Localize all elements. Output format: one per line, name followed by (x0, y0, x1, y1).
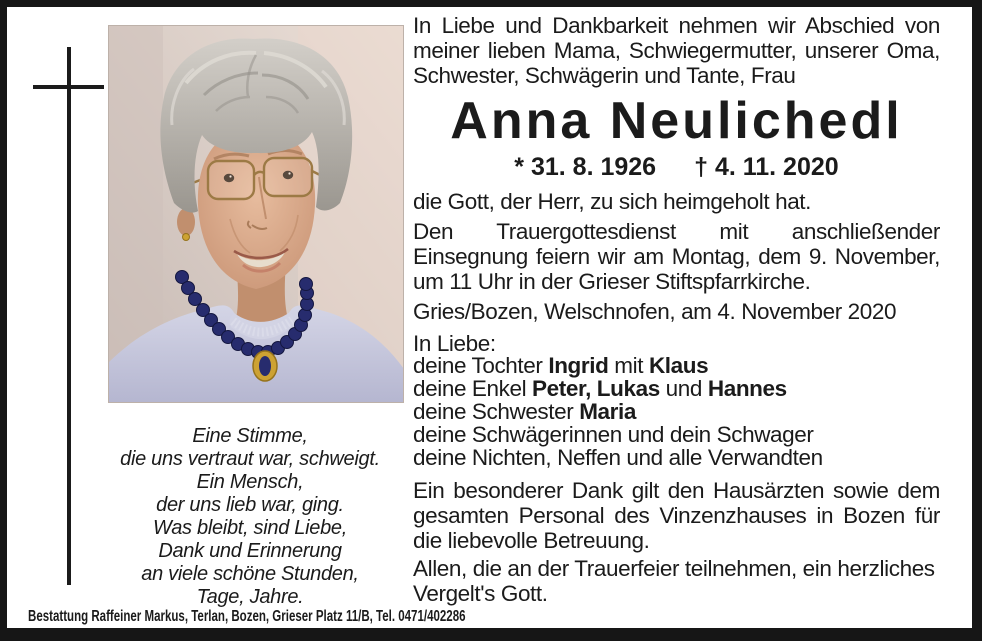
deceased-name: Anna Neulichedl (450, 92, 903, 150)
poem-line: Dank und Erinnerung (158, 540, 342, 562)
poem-line: Ein Mensch, (196, 471, 304, 493)
salutation-line: In Liebe: (413, 331, 496, 356)
death-date: † 4. 11. 2020 (694, 153, 839, 181)
committal-line: die Gott, der Herr, zu sich heimgeholt hat. (413, 189, 812, 214)
poem-line: Tage, Jahre. (196, 586, 304, 608)
memorial-poem (90, 425, 410, 609)
poem-line: die uns vertraut war, schweigt. (120, 448, 380, 470)
birth-date: * 31. 8. 1926 (514, 153, 657, 181)
mourner-line: deine Enkel Peter, Lukas und Hannes (413, 376, 787, 401)
poem-line: Was bleibt, sind Liebe, (153, 517, 347, 539)
portrait-photo-drawing (108, 25, 404, 403)
cross-horizontal-bar (33, 85, 104, 89)
mourner-line: deine Nichten, Neffen und alle Verwandten (413, 445, 823, 470)
poem-line: Eine Stimme, (192, 425, 308, 447)
service-paragraph: Den Trauergottesdienst mit anschließender Einsegnung feiern wir am Montag, dem 9. November, um 11 Uhr in der Grieser Stiftspfarrkirche. (413, 219, 940, 294)
cross-vertical-bar (67, 47, 71, 585)
thanks-paragraph: Ein besonderer Dank gilt den Hausärzten sowie dem gesamten Personal des Vinzenzhauses in Bozen für die liebevolle Betreuung. (413, 478, 940, 553)
intro-paragraph: In Liebe und Dankbarkeit nehmen wir Abschied von meiner lieben Mama, Schwiegermutter, unserer Oma, Schwester, Schwägerin und Tante, Frau (413, 13, 940, 88)
closing-paragraph: Allen, die an der Trauerfeier teilnehmen, ein herzliches Vergelt's Gott. (413, 556, 935, 606)
mourner-line: deine Schwägerinnen und dein Schwager (413, 422, 814, 447)
mourner-line: deine Schwester Maria (413, 399, 636, 424)
poem-line: an viele schöne Stunden, (141, 563, 359, 585)
portrait-photo (108, 25, 404, 403)
poem-line: der uns lieb war, ging. (156, 494, 344, 516)
place-date-line: Gries/Bozen, Welschnofen, am 4. November 2020 (413, 299, 897, 324)
mourners-list (413, 354, 940, 469)
obituary-sheet (7, 7, 972, 628)
funeral-home-line: Bestattung Raffeiner Markus, Terlan, Bozen, Grieser Platz 11/B, Tel. 0471/402286 (28, 608, 466, 625)
life-dates (413, 152, 940, 182)
mourner-line: deine Tochter Ingrid mit Klaus (413, 353, 709, 378)
